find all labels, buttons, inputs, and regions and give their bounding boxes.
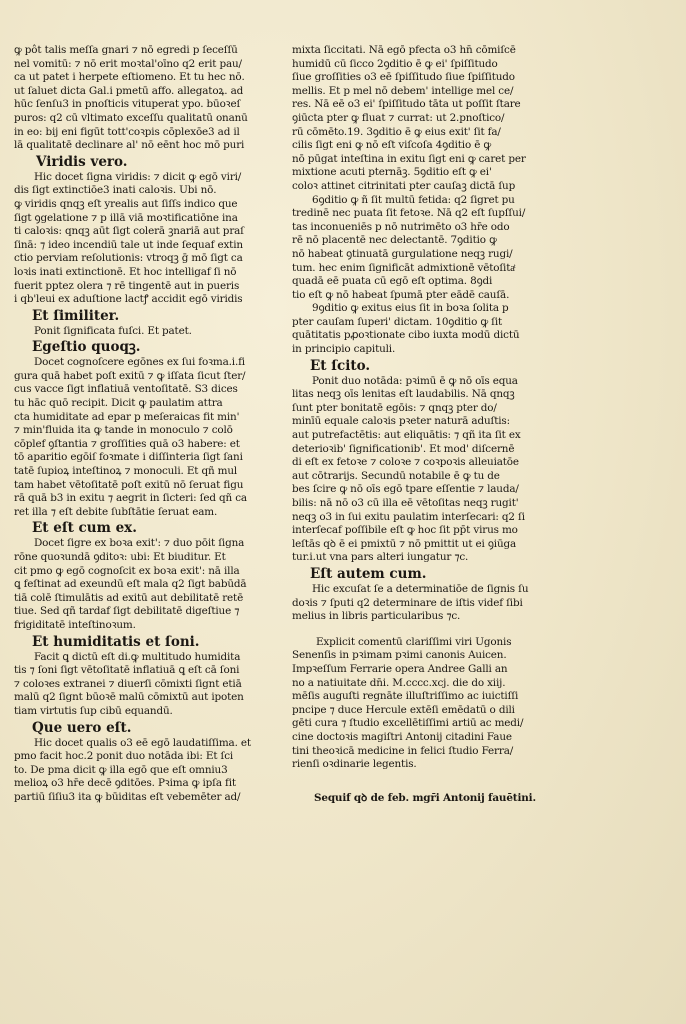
text-line: ⁊ coloꝛes extranei ⁊ diuerſi cōmixti ſignt etiā bbox=[14, 677, 242, 690]
text-line: aut cōtrarijs. Secundū notabile ē ꝙ tu de bbox=[292, 469, 500, 482]
text-line: ctio perviam reſolutionis: vtroqꝫ ḡ mō ſigt ca bbox=[14, 252, 243, 265]
text-line: mēſis auguſti regnāte illuſtriſſimo ac iuictiſſi bbox=[292, 690, 519, 703]
text-line: tu hāc quō recipit. Dicit ꝙ paulatim attra bbox=[14, 397, 223, 410]
text-line: ſiue groſſities o3 eē ſpiſſitudo ſiue ſpiſſitudo bbox=[292, 71, 515, 84]
text-line: pmo facit hoc.2 ponit duo notāda ibi: Et ſci bbox=[14, 750, 234, 763]
text-line: tas inconueniēs p nō nutrimēto o3 hr̄e odo bbox=[292, 220, 510, 233]
text-line: melius in libris particularibus ⁊c. bbox=[292, 610, 461, 623]
text-line: tō aparitio egōiſ foꝛmate i diſſinteria ſigt ſani bbox=[14, 451, 243, 464]
text-line: neqꝫ o3 in ſui exitu paulatim interſecari: q2 ſi bbox=[292, 510, 525, 523]
text-line: malū q2 ſignt būoꝛē malū cōmixtū aut ipoten bbox=[14, 691, 244, 704]
section-heading: Et eſt cum ex. bbox=[32, 520, 137, 537]
text-line: Docet ſigre ex boꝛa exit': ⁊ duo pōit ſigna bbox=[34, 537, 245, 550]
section-heading: Viridis vero. bbox=[36, 153, 128, 170]
section-heading: Egeſtio quoqꝫ. bbox=[32, 339, 141, 356]
text-line: coloꝛ attinet citrinitati pter cauſaꝫ dictā ſup bbox=[292, 179, 516, 192]
text-line: lā qualitatē declinare al' nō eēnt hoc mō puri bbox=[14, 139, 245, 152]
text-line: leſtās qꝺ ē ei pmixtū ⁊ nō pmittit ut ei ꝯiūga bbox=[292, 537, 517, 550]
text-line: cit pmo ꝙ egō cognoſcit ex boꝛa exit': nā illa bbox=[14, 564, 240, 577]
text-line: nō pūgat inteſtina in exitu ſigt eni ꝙ caret per bbox=[292, 152, 526, 165]
text-line: quadā eē puata cū egō eſt optima. 8ꝯdi bbox=[292, 275, 493, 288]
text-line: fuerit pptez olera ⁊ rē tingentē aut in pueris bbox=[14, 279, 240, 292]
text-line: ꝙ viridis qnqꝫ eſt yrealis aut ſiſſs indico que bbox=[14, 197, 238, 210]
text-line: rā quā b3 in exitu ⁊ aegrit in ſicteri: ſed qñ ca bbox=[14, 492, 247, 505]
text-line: 6ꝯditio ꝙ ñ ſit multū fetida: q2 ſigret pu bbox=[312, 193, 515, 206]
text-line: ca ut patet i herpete eſtiomeno. Et tu hec nō. bbox=[14, 71, 245, 84]
text-line: Hic excuſat ſe a determinatiōe de ſignis ſu bbox=[312, 582, 529, 595]
text-line: rē nō placentē nec delectantē. 7ꝯditio ꝙ bbox=[292, 234, 497, 247]
text-line: hūc ſenſu3 in pnoſticis vituperat ypo. būoꝛeſ bbox=[14, 98, 241, 111]
text-line: mixtione acuti pternāꝫ. 5ꝯditio eſt ꝙ ei' bbox=[292, 166, 492, 179]
text-line: cōplef ꝯſtantia ⁊ groſſities quā o3 habere: et bbox=[14, 437, 240, 450]
text-line: ꝯiūcta pter ꝙ fluat ⁊ currat: ut 2.pnoſtico/ bbox=[292, 111, 505, 124]
text-line: Hic docet ſigna viridis: ⁊ dicit ꝙ egō viri/ bbox=[34, 170, 242, 183]
text-line: puros: q2 cū vltimato exceſſu qualitatū onanū bbox=[14, 111, 248, 124]
text-line: aut putrefactētis: aut eliquātis: ⁊ qñ ita ſit ex bbox=[292, 429, 521, 442]
text-line: tis ⁊ ſoni ſigt vētoſitatē inflatiuā ꝗ eſt cā ſoni bbox=[14, 664, 240, 677]
text-line: litas neqꝫ oīs lenitas eſt laudabilis. Nā qnqꝫ bbox=[292, 388, 515, 401]
text-line: ſigt ꝯgelatione ⁊ p illā viā moꝛtificatiōne ina bbox=[14, 211, 238, 224]
text-line: tiam virtutis ſup cibū equandū. bbox=[14, 704, 173, 717]
text-line: no a natiuitate dn̄i. M.cccc.xcj. die do xiij. bbox=[292, 676, 506, 689]
text-line: tredinē nec puata ſit fetoꝛe. Nā q2 eſt ſupſſui/ bbox=[292, 207, 526, 220]
text-line: partiū ſiſiu3 ita ꝙ būiditas eſt vebemēter ad/ bbox=[14, 790, 241, 803]
text-line: ſunt pter bonitatē egōis: ⁊ qnqꝫ pter do/ bbox=[292, 401, 497, 414]
text-line: interſecaf poſſibile eſt ꝙ hoc ſit pp̄t virus mo bbox=[292, 524, 518, 537]
paragraph-gap bbox=[292, 772, 558, 784]
text-line: to. De pma dicit ꝙ illa egō que eſt omniu3 bbox=[14, 763, 228, 776]
text-line: loꝛis inati extinctionē. Et hoc intelligaf ſi nō bbox=[14, 265, 237, 278]
text-line: Impꝛeſſum Ferrarie opera Andree Galli an bbox=[292, 662, 508, 675]
text-line: pter cauſam ſuperi' dictam. 10ꝯditio ꝙ ſit bbox=[292, 315, 503, 328]
text-line: Facit ꝗ dictū eſt di.ꝙ multitudo humidita bbox=[34, 650, 241, 663]
text-line: tur.i.ut vna pars alteri iungatur ⁊c. bbox=[292, 551, 469, 564]
text-line: mellis. Et p mel nō debem' intellige mel ce/ bbox=[292, 84, 514, 97]
text-line: rienſi oꝛdinarie legentis. bbox=[292, 758, 417, 771]
section-heading: Et humiditatis et ſoni. bbox=[32, 633, 200, 650]
text-line: humidū cū ſicco 2ꝯditio ē ꝙ ei' ſpiſſitudo bbox=[292, 57, 498, 70]
text-line: gēti cura ⁊ ſtudio excellētiſſimi artiū ac medi/ bbox=[292, 717, 524, 730]
text-line: in eo: bij eni figūt tott'coꝛpis cōplexōe3 ad il bbox=[14, 125, 240, 138]
text-line: Explicit comentū clariſſimi viri Ugonis bbox=[316, 635, 512, 648]
section-heading: Eſt autem cum. bbox=[310, 565, 427, 582]
text-line: nel vomitū: ⁊ nō erit moꝛtal'oīno q2 erit pau/ bbox=[14, 57, 242, 70]
text-line: bes ſcire ꝙ nō oīs egō tpare eſſentie ⁊ lauda/ bbox=[292, 483, 519, 496]
right-text-column bbox=[292, 44, 558, 805]
text-line: rū cōmēto.19. 3ꝯditio ē ꝙ eius exit' ſit fa/ bbox=[292, 125, 501, 138]
text-line: cilis ſigt eni ꝙ nō eſt viſcoſa 4ꝯditio ē ꝙ bbox=[292, 139, 492, 152]
text-line: gura quā habet poſt exitū ⁊ ꝙ iſſata ſicut ſter/ bbox=[14, 369, 246, 382]
text-line: Sequif qꝺ de feb. mgr̄i Antonij fauētini. bbox=[314, 791, 536, 804]
text-line: deterioꝛib' ſignificationib'. Et mod' diſcernē bbox=[292, 442, 515, 455]
left-text-column bbox=[14, 44, 276, 805]
text-line: ti caloꝛis: qnqꝫ aūt ſigt colerā ꝫnariā aut praſ bbox=[14, 225, 244, 238]
text-line: ꝙ pôt talis meſſa gnari ⁊ nō egredi p ſeceſſū bbox=[14, 44, 238, 56]
text-line: Hic docet qualis o3 eē egō laudatiſſima. et bbox=[34, 736, 251, 749]
paragraph-gap bbox=[292, 624, 558, 636]
text-line: cta humiditate ad epar p meſeraicas fit min' bbox=[14, 410, 240, 423]
text-line: tiā colē ſtimulātis ad exitū aut debilitatē retē bbox=[14, 591, 244, 604]
text-line: rōne quoꝛundā ꝯditoꝛ: ubi: Et biuditur. Et bbox=[14, 551, 226, 563]
text-line: ⁊ min'fluida ita ꝙ tande in monoculo ⁊ colō bbox=[14, 424, 233, 437]
text-line: pncipe ⁊ duce Hercule extēſi emēdatū o dili bbox=[292, 703, 515, 716]
text-line: minīū equale caloꝛis pꝛeter naturā aduſtis: bbox=[292, 415, 510, 428]
text-line: frigiditatē inteſtinoꝛum. bbox=[14, 618, 136, 631]
text-line: Ponit duo notāda: pꝛimū ē ꝙ nō oīs equa bbox=[312, 374, 518, 387]
text-line: mixta ſiccitati. Nā egō pfecta o3 hn̄ cōmiſcē bbox=[292, 44, 516, 56]
text-line: cine doctoꝛis magiſtri Antonij citadini Faue bbox=[292, 730, 512, 743]
text-line: dis ſigt extinctiōe3 inati caloꝛis. Ubi nō. bbox=[14, 184, 217, 197]
text-line: Docet cognoſcere egōnes ex ſui foꝛma.i.fi bbox=[34, 356, 245, 369]
text-line: 9ꝯditio ꝙ exitus eius ſit in boꝛa ſolita p bbox=[312, 302, 509, 315]
text-line: di eſt ex fetoꝛe ⁊ coloꝛe ⁊ coꝛpoꝛis alleuiatōe bbox=[292, 456, 519, 469]
text-line: doꝛis ⁊ ſputi q2 determinare de iſtis videf ſibi bbox=[292, 596, 523, 609]
text-line: tam habet vētoſitatē poſt exitū nō ſeruat figu bbox=[14, 478, 244, 491]
text-line: nō habeat ꝯtinuatā gurgulatione neqꝫ rugi/ bbox=[292, 247, 513, 260]
text-line: tiue. Sed qñ tardaf ſigt debilitatē digeſtiue ⁊ bbox=[14, 605, 240, 618]
text-line: ret illa ⁊ eſt debite ſubſtātie ſeruat eam. bbox=[14, 505, 218, 518]
text-line: res. Nā eē o3 ei' ſpiſſitudo tāta ut poſſit ſtare bbox=[292, 98, 521, 111]
text-line: quātitatis pꝓoꝛtionate cibo iuxta modū dictū bbox=[292, 329, 520, 342]
section-heading: Et ſcito. bbox=[310, 357, 371, 374]
text-line: Ponit ſignificata fuſci. Et patet. bbox=[34, 324, 192, 337]
text-line: melioꝝ o3 hr̄e decē ꝯditōes. Pꝛima ꝙ ipſa fit bbox=[14, 777, 236, 790]
text-line: tum. hec enim ſignificāt admixtionē vētoſitaͭ bbox=[292, 261, 515, 274]
text-line: tatē ſupioꝝ inteſtinoꝝ ⁊ monoculi. Et qñ mul bbox=[14, 465, 238, 478]
text-line: in principio capituli. bbox=[292, 343, 396, 356]
text-line: bilis: nā nō o3 cū illa eē vētoſitas neqꝫ rugit' bbox=[292, 497, 519, 509]
text-line: ſinā: ⁊ ideo incendiū tale ut inde ſequaf extin bbox=[14, 238, 243, 251]
text-line: tini theoꝛicā medicine in felici ſtudio Ferra/ bbox=[292, 744, 514, 757]
text-line: i qb'leui ex aduſtione lactꝭ accidit egō viridis bbox=[14, 293, 243, 306]
text-line: cus vacce ſigt inflatiuā ventoſitatē. S3 dices bbox=[14, 383, 238, 396]
text-line: Senenſis in pꝛimam pꝛimi canonis Auicen. bbox=[292, 649, 507, 662]
section-heading: Et ſimiliter. bbox=[32, 307, 120, 324]
section-heading: Que uero eſt. bbox=[32, 719, 132, 736]
text-line: ut ſaluet dicta Gal.i pmetū affo. allegatoꝝ. ad bbox=[14, 84, 244, 97]
text-line: ꝗ feſtinat ad exeundū eſt mala q2 ſigt babūdā bbox=[14, 578, 247, 591]
text-line: tio eſt ꝙ nō habeat ſpumā pter eādē cauſā. bbox=[292, 288, 510, 301]
